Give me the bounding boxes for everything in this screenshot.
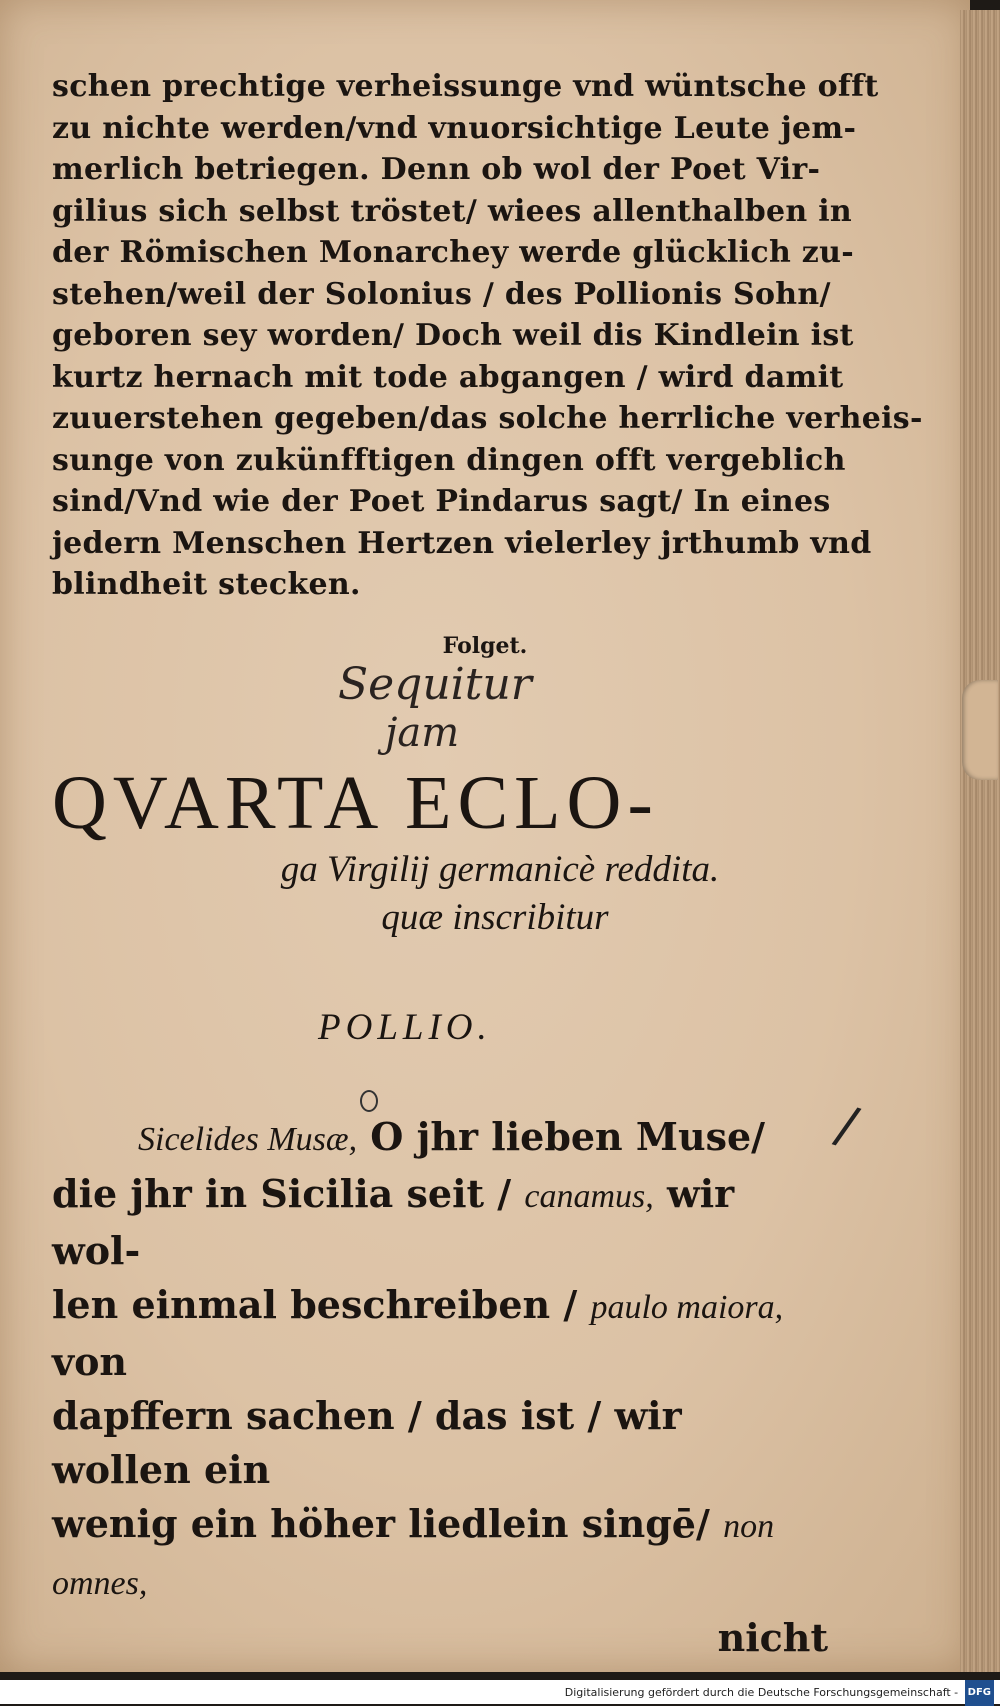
german-text: wir wol- <box>52 1171 735 1273</box>
text-line: kurtz hernach mit tode abgangen / wird damit <box>52 359 844 395</box>
verse-line <box>52 1110 828 1167</box>
text-line: blindheit stecken. <box>52 567 361 602</box>
text-line: sind/Vnd wie der Poet Pindarus sagt/ In eines <box>52 484 831 519</box>
verse-line <box>52 1278 828 1389</box>
text-line: stehen/weil der Solonius / des Pollionis Sohn/ <box>52 276 831 312</box>
section-heading: Folget. <box>442 633 528 659</box>
german-text: die jhr in Sicilia seit / <box>52 1171 525 1216</box>
handwritten-annotation: Sequitur <box>338 659 532 710</box>
text-line: zu nichte werden/vnd vnuorsichtige Leute jem- <box>52 110 857 146</box>
body-text <box>52 66 923 606</box>
text-line: geboren sey worden/ Doch weil dis Kindlein ist <box>52 318 854 353</box>
text-line: zuuerstehen gegeben/das solche herrliche verheis- <box>52 401 923 436</box>
verse-line <box>52 1167 828 1278</box>
text-line: gilius sich selbst tröstet/ wiees allenthalben in <box>52 193 853 229</box>
catchword <box>52 1611 828 1665</box>
poem-title: POLLIO. <box>318 1007 492 1048</box>
verse-line <box>52 1497 828 1611</box>
annotation-circle-icon <box>360 1090 378 1112</box>
eclogue-subtitle-2: quæ inscribitur <box>381 897 609 938</box>
digitization-footer <box>0 1680 1000 1704</box>
margin-annotation: / <box>829 1094 865 1158</box>
text-line: jedern Menschen Hertzen vielerley jrthumb vnd <box>52 525 872 561</box>
german-text: len einmal beschreiben / <box>52 1282 591 1327</box>
text-line: merlich betriegen. Denn ob wol der Poet Vir- <box>52 152 821 187</box>
german-text: dapffern sachen / das ist / wir wollen ein <box>52 1393 682 1492</box>
latin-text: Sicelides Musæ, <box>138 1121 358 1158</box>
german-text: wenig ein höher liedlein singē/ <box>52 1501 724 1546</box>
latin-text: canamus, <box>524 1178 654 1215</box>
text-line: der Römischen Monarchey werde glücklich zu- <box>52 235 854 270</box>
page-stack-edge <box>960 10 1000 1672</box>
text-line: sunge von zukünfftigen dingen offt vergeblich <box>52 442 846 478</box>
verse-line <box>52 1389 828 1497</box>
page-tab-marker <box>962 680 998 780</box>
text-line: schen prechtige verheissunge vnd wüntsche offt <box>52 69 879 104</box>
verse-block <box>52 1110 828 1665</box>
german-text: O jhr lieben Muse/ <box>357 1114 766 1159</box>
footer-text: Digitalisierung gefördert durch die Deutsche Forschungsgemeinschaft - <box>564 1686 959 1699</box>
handwritten-annotation-2: jam <box>385 710 460 756</box>
latin-text: non omnes, <box>52 1508 775 1602</box>
german-text: nicht <box>717 1615 828 1660</box>
eclogue-subtitle: ga Virgilij germanicè reddita. <box>280 849 720 890</box>
latin-text: paulo maiora, <box>590 1289 784 1326</box>
dfg-logo: DFG <box>965 1680 994 1706</box>
german-text: von <box>52 1339 128 1384</box>
eclogue-title: QVARTA ECLO- <box>52 761 659 845</box>
